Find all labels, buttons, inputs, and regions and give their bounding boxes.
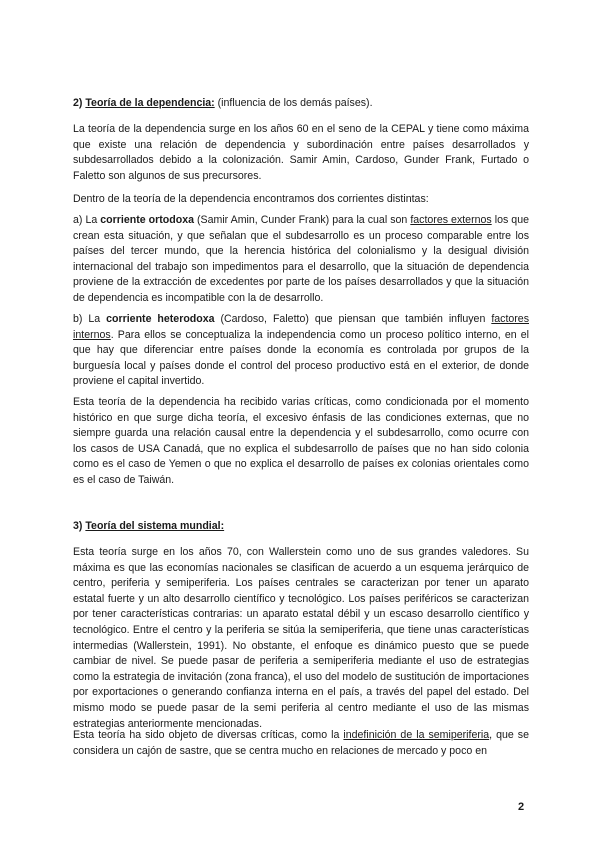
section-3-title: Teoría del sistema mundial: [85, 520, 225, 532]
section-3-critique-link: indefinición de la semiperiferia [343, 729, 490, 741]
section-2-heading [73, 96, 373, 112]
heterodoxa-term: corriente heterodoxa [106, 313, 215, 325]
paragraph-heterodoxa [73, 312, 529, 390]
section-3-heading [73, 519, 224, 535]
page-number: 2 [518, 801, 525, 813]
section-3-critique-prefix: Esta teoría ha sido objeto de diversas críticas, como la [73, 729, 344, 741]
section-2-number: 2) [73, 97, 83, 109]
heterodoxa-prefix: b) La [73, 313, 107, 325]
section-3-body: Esta teoría surge en los años 70, con Wallerstein como uno de sus grandes valedores. Su máxima es que las economías nacionales se clasifican de acuerdo a un esquema jerárquico de centro, periferia y semiperiferia. Los países centrales se caracterizan por tener un aparato estatal fuerte y un alto desarrollo científico y tecnológico. Los países periféricos se caracterizan por tener características contrarias: un aparato estatal débil y un escaso desarrollo científico y tecnológico. Entre el centro y la periferia se sitúa la semiperiferia, que tiene unas características intermedias (Wallerstein, 1991). No obstante, el enfoque es dinámico puesto que se puede cambiar de nivel. Se puede pasar de periferia a semiperiferia mediante el uso de estrategias como la estrategia de invitación (zona franca), el uso del modelo de sustitución de importaciones por exportaciones o generando confianza interna en el país, a través del papel del estado. Del mismo modo se puede pasar de la semi periferia al centro mediante el uso de las mismas estrategias anteriormente mencionadas. [73, 546, 529, 730]
section-2-currents-intro: Dentro de la teoría de la dependencia encontramos dos corrientes distintas: [73, 193, 429, 205]
section-3-critique [73, 728, 529, 759]
ortodoxa-authors: (Samir Amin, Cunder Frank) para la cual son [193, 214, 411, 226]
ortodoxa-term: corriente ortodoxa [100, 214, 194, 226]
heterodoxa-link: factores internos [73, 313, 529, 341]
heterodoxa-rest: . Para ellos se conceptualiza la independencia como un proceso político interno, en el que hay que diferenciar entre países donde la economía es controlada por grupos de la burguesía local y países donde el control del proceso productivo está en el exterior, de donde proviene el capital invertido. [73, 328, 529, 388]
section-2-intro: La teoría de la dependencia surge en los años 60 en el seno de la CEPAL y tiene como máxima que existe una relación de dependencia y subordinación entre países desarrollados y subdesarrollados debido a la colonización. Samir Amin, Cardoso, Gunder Frank, Furtado o Faletto son algunos de sus precursores. [73, 123, 529, 182]
section-3-number: 3) [73, 520, 83, 532]
ortodoxa-rest: los que crean esta situación, y que señalan que el subdesarrollo es un proceso comparable entre los países del tercer mundo, que la herencia histórica del colonialismo y la desigual división internacional del trabajo son impedimentos para el desarrollo, que la situación de dependencia proviene de la extracción de excedentes por parte de los países desarrollados y que la situación de dependencia es incompatible con la de desarrollo. [73, 214, 529, 304]
paragraph-ortodoxa [73, 213, 529, 307]
section-2-critique: Esta teoría de la dependencia ha recibido varias críticas, como condicionada por el momento histórico en que surge dicha teoría, el excesivo énfasis de las condiciones externas, que no siempre guarda una relación causal entre la dependencia y el subdesarrollo, como ocurre con los casos de USA Canadá, que no explica el subdesarrollo de países que no han sido colonia como es el caso de Yemen o que no explica el desarrollo de países ex colonias orientales como es el caso de Taiwán. [73, 396, 529, 486]
section-2-subtitle: (influencia de los demás países). [214, 97, 373, 109]
ortodoxa-prefix: a) La [73, 214, 101, 226]
section-3-critique-rest: , que se considera un cajón de sastre, que se centra mucho en relaciones de mercado y poco en [73, 729, 529, 757]
section-2-title: Teoría de la dependencia: [85, 97, 215, 109]
heterodoxa-authors: (Cardoso, Faletto) que piensan que también influyen [214, 313, 492, 325]
ortodoxa-link: factores externos [410, 214, 492, 226]
